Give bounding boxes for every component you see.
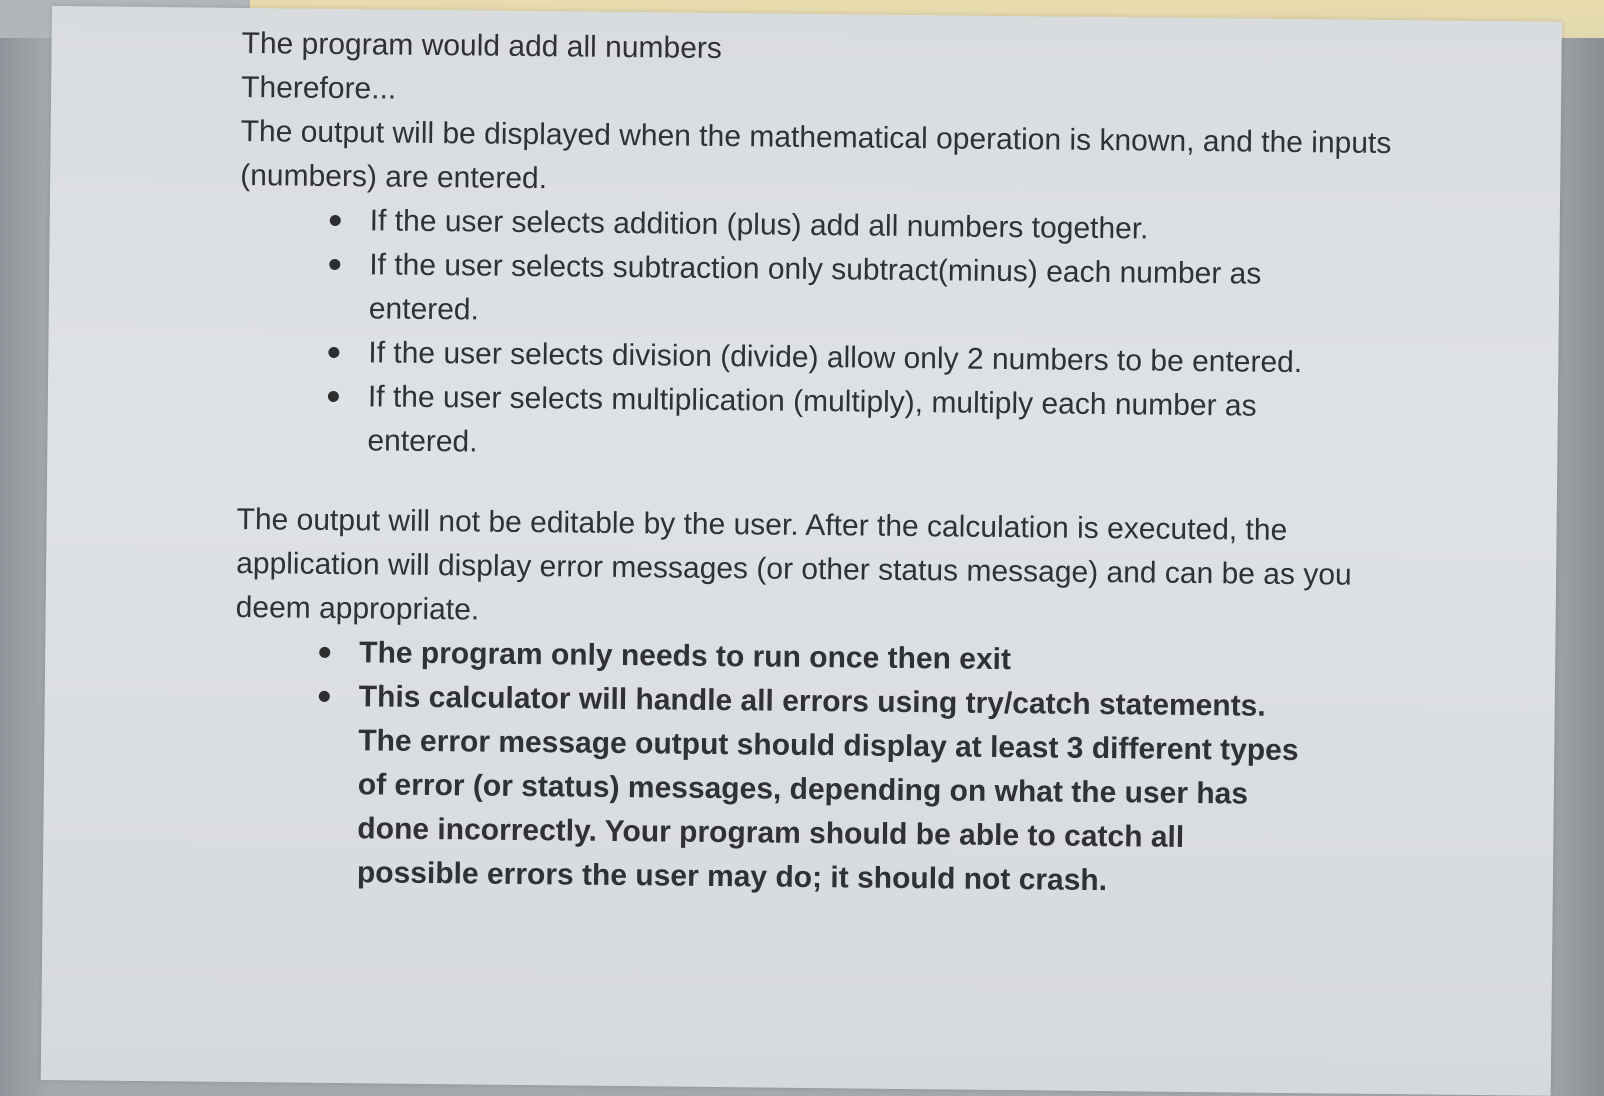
paragraph-output-not-editable: The output will not be editable by the user. After the calculation is executed, the application will display error messages (or other status message) and can be as you deem appropriate. bbox=[235, 502, 1352, 627]
bullet-icon bbox=[329, 259, 340, 270]
list-item bbox=[327, 375, 1318, 473]
list-item-text: If the user selects multiplication (multiply), multiply each number as entered. bbox=[367, 380, 1257, 459]
list-item bbox=[329, 243, 1320, 341]
bullet-icon bbox=[328, 347, 339, 358]
bullet-icon bbox=[319, 691, 330, 702]
list-item-text: If the user selects division (divide) allow only 2 numbers to be entered. bbox=[368, 336, 1303, 380]
list-item-text: The program only needs to run once then exit bbox=[359, 636, 1012, 677]
list-item bbox=[317, 675, 1309, 905]
list-item-text: This calculator will handle all errors using try/catch statements. The error message output should display at least 3 different types of error (or status) messages, depending on what the user has done incorrectly. Your program should be able to catch all possible errors the user may do; it should not crash. bbox=[356, 680, 1299, 898]
heading-line: The program would add all numbers bbox=[241, 26, 723, 66]
document-content bbox=[233, 22, 1402, 906]
program-rules-list bbox=[317, 631, 1310, 905]
bullet-icon bbox=[328, 391, 339, 402]
bullet-icon bbox=[319, 647, 330, 658]
document-page bbox=[41, 6, 1562, 1096]
therefore-line: Therefore... bbox=[240, 70, 397, 106]
operation-rules-list bbox=[327, 199, 1320, 473]
list-item-text: If the user selects addition (plus) add all numbers together. bbox=[369, 204, 1149, 246]
bullet-icon bbox=[330, 215, 341, 226]
paragraph-output-display: The output will be displayed when the mathematical operation is known, and the inputs (numbers) are entered. bbox=[240, 114, 1392, 196]
list-item-text: If the user selects subtraction only subtract(minus) each number as entered. bbox=[368, 248, 1262, 327]
